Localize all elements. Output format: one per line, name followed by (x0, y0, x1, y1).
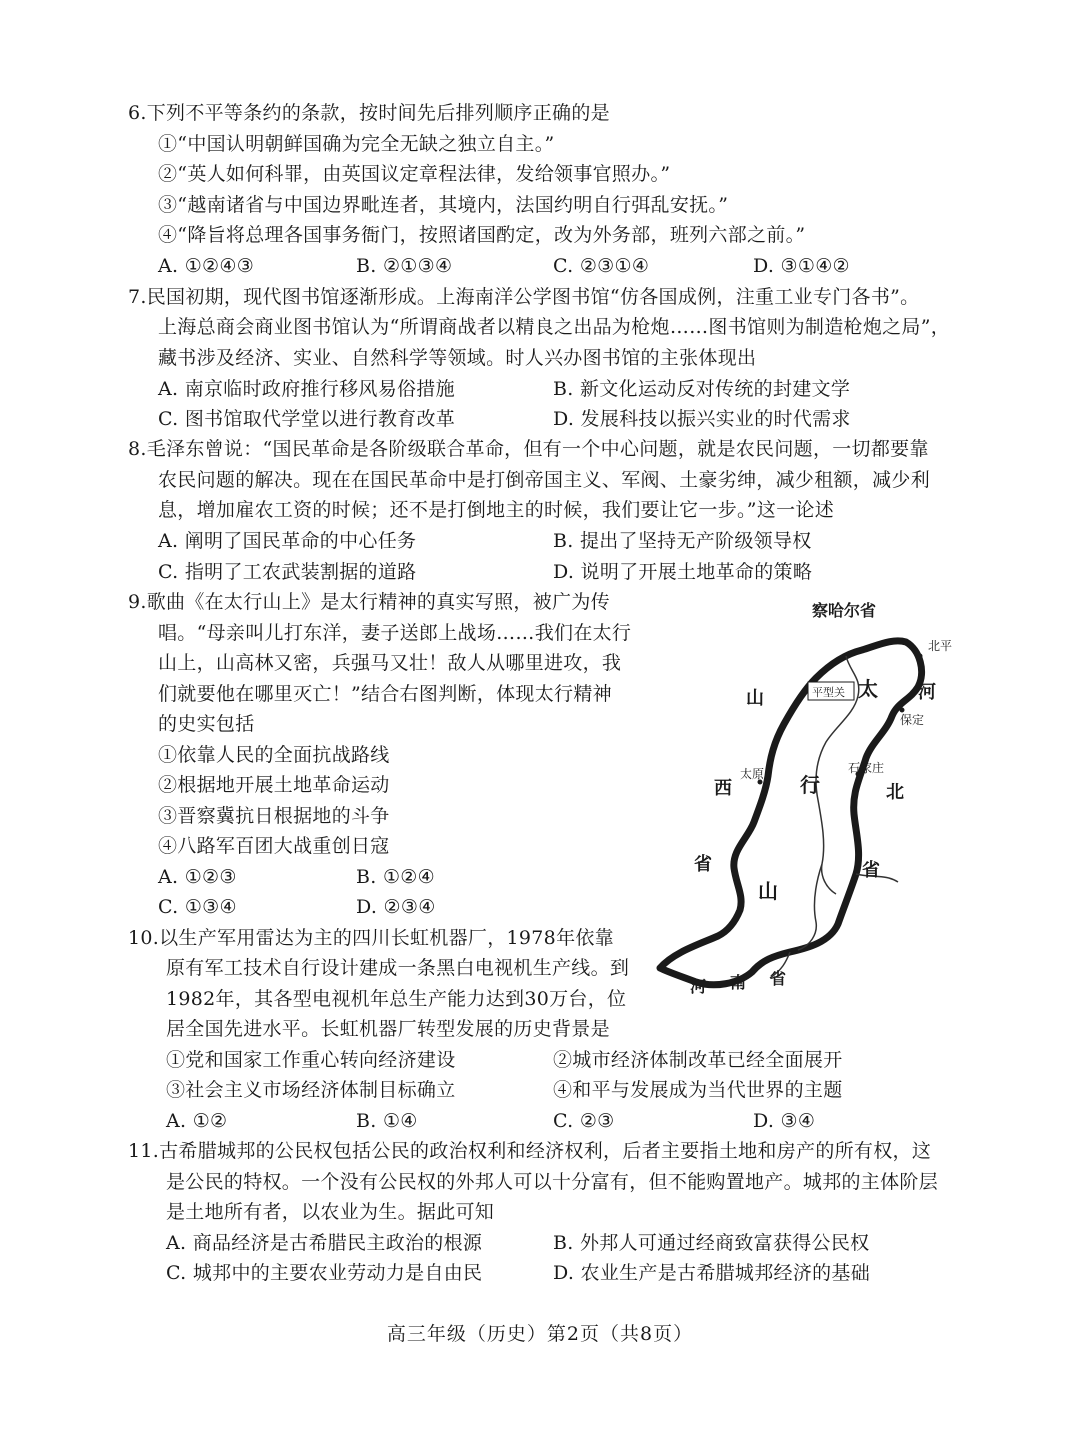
map-label-sheng-right: 省 (862, 860, 880, 881)
q9-line-2: 唱。“母亲叫儿打东洋，妻子送郎上战场……我们在太行 (158, 622, 632, 644)
q6-option-a: A. ①②④③ (158, 255, 255, 277)
q8-line-1: 8.毛泽东曾说：“国民革命是各阶级联合革命，但有一个中心问题，就是农民问题，一切都要靠 (128, 438, 929, 460)
baoding-dot (900, 708, 905, 713)
q8-line-2: 农民问题的解决。现在在国民革命中是打倒帝国主义、军阀、土豪劣绅，减少租额，减少利 (158, 469, 931, 491)
map-label-he: 河 (918, 682, 936, 703)
q10-option-d: D. ③④ (753, 1110, 816, 1132)
map-label-beiping: 北平 (928, 639, 953, 653)
q9-line-4: 们就要他在哪里灭亡！”结合右图判断，体现太行精神 (158, 683, 612, 705)
map-label-shan-left: 山 (746, 688, 764, 709)
map-label-sheng-left: 省 (694, 854, 712, 875)
q11-line-3: 是土地所有者，以农业为生。据此可知 (166, 1201, 495, 1223)
q10-item-2: ②城市经济体制改革已经全面展开 (553, 1049, 843, 1071)
beiping-dot (918, 654, 923, 659)
q10-item-3: ③社会主义市场经济体制目标确立 (166, 1079, 456, 1101)
q10-line-3: 1982年，其各型电视机年总生产能力达到30万台，位 (166, 988, 627, 1010)
map-label-baoding: 保定 (900, 713, 925, 727)
q9-option-b: B. ①②④ (356, 866, 435, 888)
q9-line-3: 山上，山高林又密，兵强马又壮！敌人从哪里进攻，我 (158, 652, 622, 674)
q6-item-1: ①“中国认明朝鲜国确为完全无缺之独立自主。” (158, 133, 555, 155)
q6-option-c: C. ②③①④ (553, 255, 650, 277)
q6-option-b: B. ②①③④ (356, 255, 453, 277)
q10-item-1: ①党和国家工作重心转向经济建设 (166, 1049, 456, 1071)
q7-line-3: 藏书涉及经济、实业、自然科学等领域。时人兴办图书馆的主张体现出 (158, 347, 757, 369)
q8-option-c: C. 指明了工农武装割据的道路 (158, 561, 417, 583)
map-label-nan: 南 (730, 973, 747, 992)
q11-line-1: 11.古希腊城邦的公民权包括公民的政治权利和经济权利，后者主要指土地和房产的所有权，这 (128, 1140, 932, 1162)
q8-option-a: A. 阐明了国民革命的中心任务 (158, 530, 417, 552)
q9-option-c: C. ①③④ (158, 896, 237, 918)
q7-option-a: A. 南京临时政府推行移风易俗措施 (158, 378, 455, 400)
q8-option-b: B. 提出了坚持无产阶级领导权 (553, 530, 812, 552)
q9-item-1: ①依靠人民的全面抗战路线 (158, 744, 390, 766)
map-region-outline (660, 641, 925, 985)
map-label-sheng-bottom: 省 (770, 969, 787, 988)
q6-stem: 6.下列不平等条约的条款，按时间先后排列顺序正确的是 (128, 102, 610, 124)
map-label-hang: 行 (800, 773, 820, 797)
q11-option-d: D. 农业生产是古希腊城邦经济的基础 (553, 1262, 871, 1284)
taihang-map (640, 592, 980, 1012)
map-label-tai: 太 (858, 677, 878, 701)
q10-item-4: ④和平与发展成为当代世界的主题 (553, 1079, 843, 1101)
q6-option-d: D. ③①④② (753, 255, 850, 277)
q10-line-1: 10.以生产军用雷达为主的四川长虹机器厂，1978年依靠 (128, 927, 614, 949)
q9-option-a: A. ①②③ (158, 866, 237, 888)
q9-item-3: ③晋察冀抗日根据地的斗争 (158, 805, 390, 827)
q10-line-4: 居全国先进水平。长虹机器厂转型发展的历史背景是 (166, 1018, 610, 1040)
q7-option-c: C. 图书馆取代学堂以进行教育改革 (158, 408, 456, 430)
q11-option-a: A. 商品经济是古希腊民主政治的根源 (166, 1232, 483, 1254)
q9-item-2: ②根据地开展土地革命运动 (158, 774, 390, 796)
q11-option-b: B. 外邦人可通过经商致富获得公民权 (553, 1232, 870, 1254)
q8-line-3: 息，增加雇农工资的时候；还不是打倒地主的时候，我们要让它一步。”这一论述 (158, 499, 835, 521)
map-label-shijiazhuang: 石家庄 (848, 761, 885, 775)
map-label-bei: 北 (886, 782, 904, 803)
q9-option-d: D. ②③④ (356, 896, 436, 918)
q11-option-c: C. 城邦中的主要农业劳动力是自由民 (166, 1262, 483, 1284)
map-label-chahar: 察哈尔省 (812, 601, 877, 620)
q9-line-1: 9.歌曲《在太行山上》是太行精神的真实写照，被广为传 (128, 591, 610, 613)
q10-option-a: A. ①② (166, 1110, 228, 1132)
q7-line-1: 7.民国初期，现代图书馆逐渐形成。上海南洋公学图书馆“仿各国成例，注重工业专门各书”。 (128, 286, 920, 308)
map-label-xi: 西 (714, 778, 732, 799)
q11-line-2: 是公民的特权。一个没有公民权的外邦人可以十分富有，但不能购置地产。城邦的主体阶层 (166, 1171, 939, 1193)
q7-option-b: B. 新文化运动反对传统的封建文学 (553, 378, 851, 400)
map-label-shan-center: 山 (758, 879, 778, 903)
q9-line-5: 的史实包括 (158, 713, 255, 735)
q6-item-4: ④“降旨将总理各国事务衙门，按照诸国酌定，改为外务部，班列六部之前。” (158, 224, 806, 246)
q8-option-d: D. 说明了开展土地革命的策略 (553, 561, 813, 583)
q7-line-2: 上海总商会商业图书馆认为“所谓商战者以精良之出品为枪炮……图书馆则为制造枪炮之局”， (158, 316, 951, 338)
q10-option-c: C. ②③ (553, 1110, 615, 1132)
map-label-pingxingguan: 平型关 (812, 686, 845, 699)
map-label-he-south: 河 (690, 977, 707, 996)
q6-item-3: ③“越南诸省与中国边界毗连者，其境内，法国约明自行弭乱安抚。” (158, 194, 729, 216)
q9-item-4: ④八路军百团大战重创日寇 (158, 835, 390, 857)
map-label-taiyuan: 太原 (740, 767, 765, 781)
q10-option-b: B. ①④ (356, 1110, 418, 1132)
page-footer: 高三年级（历史）第2页（共8页） (386, 1323, 694, 1345)
q6-item-2: ②“英人如何科罪，由英国议定章程法律，发给领事官照办。” (158, 163, 671, 185)
q10-line-2: 原有军工技术自行设计建成一条黑白电视机生产线。到 (166, 957, 630, 979)
q7-option-d: D. 发展科技以振兴实业的时代需求 (553, 408, 851, 430)
